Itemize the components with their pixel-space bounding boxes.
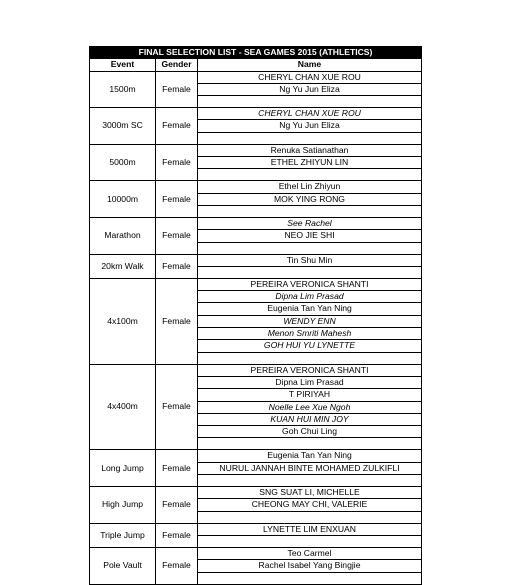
table-row xyxy=(90,71,422,83)
event-cell: 4x100m xyxy=(90,278,156,364)
blank-name-cell xyxy=(198,205,422,217)
table-row xyxy=(90,254,422,266)
athlete-name-cell: Rachel Isabel Yang Bingjie xyxy=(198,560,422,572)
header-row xyxy=(90,59,422,71)
event-cell: 10000m xyxy=(90,181,156,218)
athlete-name-cell: Goh Chui Ling xyxy=(198,426,422,438)
table-row xyxy=(90,487,422,499)
event-cell: High Jump xyxy=(90,487,156,524)
athlete-name-cell: See Rachel xyxy=(198,217,422,229)
athlete-name-cell: Teo Carmel xyxy=(198,547,422,559)
athlete-name-cell: Ng Yu Jun Eliza xyxy=(198,120,422,132)
selection-document xyxy=(89,46,421,585)
gender-cell: Female xyxy=(156,547,198,584)
gender-cell: Female xyxy=(156,523,198,547)
athlete-name-cell: CHEONG MAY CHI, VALERIE xyxy=(198,499,422,511)
athlete-name-cell: Renuka Satianathan xyxy=(198,144,422,156)
athlete-name-cell: SNG SUAT LI, MICHELLE xyxy=(198,487,422,499)
title-row xyxy=(90,47,422,59)
blank-name-cell xyxy=(198,96,422,108)
gender-cell: Female xyxy=(156,254,198,278)
table-row xyxy=(90,523,422,535)
gender-cell: Female xyxy=(156,108,198,145)
athlete-name-cell: Eugenia Tan Yan Ning xyxy=(198,450,422,462)
blank-name-cell xyxy=(198,475,422,487)
event-cell: Marathon xyxy=(90,217,156,254)
name-column-header: Name xyxy=(198,59,422,71)
athlete-name-cell: Ng Yu Jun Eliza xyxy=(198,83,422,95)
athlete-name-cell: NEO JIE SHI xyxy=(198,230,422,242)
table-row xyxy=(90,108,422,120)
blank-name-cell xyxy=(198,511,422,523)
gender-cell: Female xyxy=(156,450,198,487)
athlete-name-cell: PEREIRA VERONICA SHANTI xyxy=(198,278,422,290)
blank-name-cell xyxy=(198,535,422,547)
gender-cell: Female xyxy=(156,487,198,524)
gender-cell: Female xyxy=(156,181,198,218)
event-cell: Long Jump xyxy=(90,450,156,487)
athlete-name-cell: Ethel Lin Zhiyun xyxy=(198,181,422,193)
athlete-name-cell: Tin Shu Min xyxy=(198,254,422,266)
athlete-name-cell: GOH HUI YU LYNETTE xyxy=(198,340,422,352)
gender-cell: Female xyxy=(156,144,198,181)
event-cell: 3000m SC xyxy=(90,108,156,145)
table-row xyxy=(90,364,422,376)
gender-cell: Female xyxy=(156,71,198,108)
athlete-name-cell: CHERYL CHAN XUE ROU xyxy=(198,71,422,83)
event-cell: Triple Jump xyxy=(90,523,156,547)
athlete-name-cell: NURUL JANNAH BINTE MOHAMED ZULKIFLI xyxy=(198,462,422,474)
table-row xyxy=(90,547,422,559)
document-title: FINAL SELECTION LIST - SEA GAMES 2015 (ATHLETICS) xyxy=(90,47,422,59)
blank-name-cell xyxy=(198,132,422,144)
event-column-header: Event xyxy=(90,59,156,71)
table-row xyxy=(90,181,422,193)
blank-name-cell xyxy=(198,438,422,450)
gender-cell: Female xyxy=(156,217,198,254)
event-cell: 4x400m xyxy=(90,364,156,450)
blank-name-cell xyxy=(198,169,422,181)
athlete-name-cell: KUAN HUI MIN JOY xyxy=(198,413,422,425)
athlete-name-cell: Eugenia Tan Yan Ning xyxy=(198,303,422,315)
event-cell: Pole Vault xyxy=(90,547,156,584)
event-cell: 1500m xyxy=(90,71,156,108)
event-cell: 5000m xyxy=(90,144,156,181)
event-cell: 20km Walk xyxy=(90,254,156,278)
gender-cell: Female xyxy=(156,278,198,364)
table-row xyxy=(90,144,422,156)
selection-table xyxy=(89,46,422,585)
athlete-name-cell: ETHEL ZHIYUN LIN xyxy=(198,157,422,169)
athlete-name-cell: Dipna Lim Prasad xyxy=(198,376,422,388)
athlete-name-cell: CHERYL CHAN XUE ROU xyxy=(198,108,422,120)
blank-name-cell xyxy=(198,242,422,254)
gender-column-header: Gender xyxy=(156,59,198,71)
athlete-name-cell: WENDY ENN xyxy=(198,315,422,327)
athlete-name-cell: MOK YING RONG xyxy=(198,193,422,205)
athlete-name-cell: Dipna Lim Prasad xyxy=(198,291,422,303)
athlete-name-cell: PEREIRA VERONICA SHANTI xyxy=(198,364,422,376)
athlete-name-cell: Noelle Lee Xue Ngoh xyxy=(198,401,422,413)
blank-name-cell xyxy=(198,352,422,364)
table-row xyxy=(90,278,422,290)
table-row xyxy=(90,450,422,462)
athlete-name-cell: LYNETTE LIM ENXUAN xyxy=(198,523,422,535)
table-row xyxy=(90,217,422,229)
gender-cell: Female xyxy=(156,364,198,450)
blank-name-cell xyxy=(198,572,422,584)
athlete-name-cell: Menon Smriti Mahesh xyxy=(198,328,422,340)
athlete-name-cell: T PIRIYAH xyxy=(198,389,422,401)
blank-name-cell xyxy=(198,266,422,278)
table-body xyxy=(90,71,422,584)
